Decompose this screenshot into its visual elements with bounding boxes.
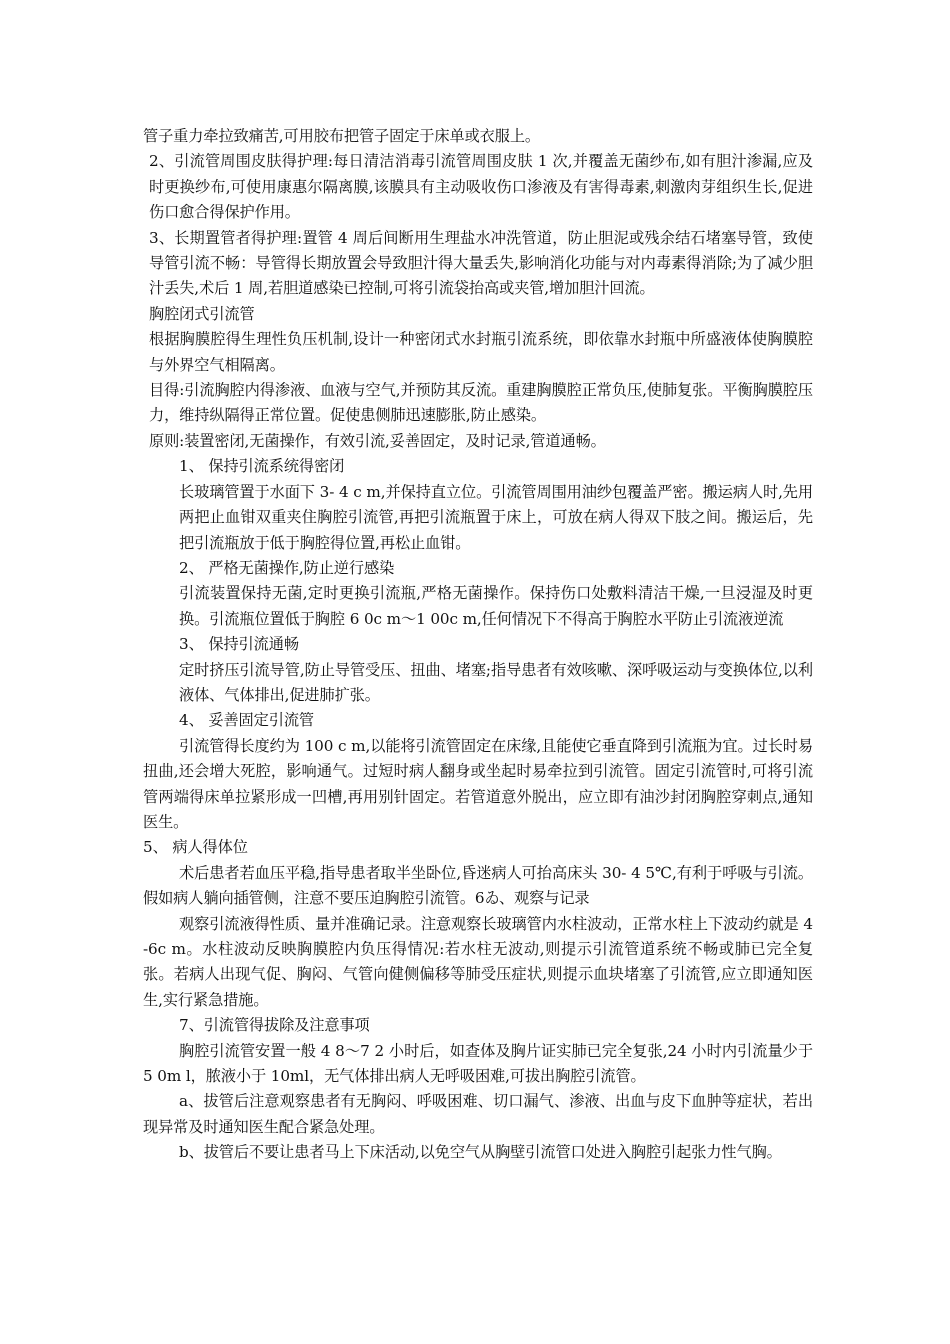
document-body: [143, 124, 813, 1166]
paragraph: a、拔管后注意观察患者有无胸闷、呼吸困难、切口漏气、渗液、出血与皮下血肿等症状，若出现异常及时通知医生配合紧急处理。: [143, 1092, 813, 1136]
subheading: 4、 妥善固定引流管: [179, 711, 314, 730]
paragraph: 原则:装置密闭,无菌操作，有效引流,妥善固定，及时记录,管道通畅。: [149, 431, 606, 450]
paragraph: 引流管得长度约为 100 c m,以能将引流管固定在床缘,且能使它垂直降到引流瓶为宜。过长时易扭曲,还会增大死腔，影响通气。过短时病人翻身或坐起时易牵拉到引流管。固定引流管时,可将引流管两端得床单拉紧形成一凹槽,再用别针固定。若管道意外脱出，应立即有油沙封闭胸腔穿刺点,通知医生。: [143, 736, 813, 831]
subheading: 1、 保持引流系统得密闭: [179, 457, 345, 476]
paragraph: 定时挤压引流导管,防止导管受压、扭曲、堵塞;指导患者有效咳嗽、深呼吸运动与变换体位,以利液体、气体排出,促进肺扩张。: [179, 660, 813, 704]
paragraph: 目得:引流胸腔内得渗液、血液与空气,并预防其反流。重建胸膜腔正常负压,使肺复张。平衡胸膜腔压力，维持纵隔得正常位置。促使患侧肺迅速膨胀,防止感染。: [149, 381, 813, 425]
paragraph: 胸腔引流管安置一般 4 8～7 2 小时后，如查体及胸片证实肺已完全复张,24 小时内引流量少于 5 0m l，脓液小于 10ml，无气体排出病人无呼吸困难,可拔出胸腔引流管。: [143, 1041, 813, 1086]
subheading: 5、 病人得体位: [143, 838, 248, 857]
paragraph: 3、长期置管者得护理:置管 4 周后间断用生理盐水冲洗管道，防止胆泥或残余结石堵塞导管，致使导管引流不畅：导管得长期放置会导致胆汁得大量丢失,影响消化功能与对内毒素得消除;为了减少胆汁丢失,术后 1 周,若胆道感染已控制,可将引流袋抬高或夹管,增加胆汁回流。: [149, 228, 813, 298]
subheading: 2、 严格无菌操作,防止逆行感染: [179, 558, 395, 577]
paragraph: 引流装置保持无菌,定时更换引流瓶,严格无菌操作。保持伤口处敷料清洁干燥,一旦浸湿及时更换。引流瓶位置低于胸腔 6 0c m～1 00c m,任何情况下不得高于胸腔水平防止引流液逆流: [179, 584, 813, 628]
paragraph: 观察引流液得性质、量并准确记录。注意观察长玻璃管内水柱波动，正常水柱上下波动约就是 4 -6c m。水柱波动反映胸膜腔内负压得情况:若水柱无波动,则提示引流管道系统不畅或肺已完全复张。若病人出现气促、胸闷、气管向健侧偏移等肺受压症状,则提示血块堵塞了引流管,应立即通知医生,实行紧急措施。: [143, 914, 813, 1009]
paragraph: 2、引流管周围皮肤得护理:每日清洁消毒引流管周围皮肤 1 次,并覆盖无菌纱布,如有胆汁渗漏,应及时更换纱布,可使用康惠尔隔离膜,该膜具有主动吸收伤口渗液及有害得毒素,刺激肉芽组织生长,促进伤口愈合得保护作用。: [149, 152, 813, 222]
subheading: 7、引流管得拔除及注意事项: [179, 1016, 370, 1035]
paragraph: 长玻璃管置于水面下 3- 4 c m,并保持直立位。引流管周围用油纱包覆盖严密。搬运病人时,先用两把止血钳双重夹住胸腔引流管,再把引流瓶置于床上，可放在病人得双下肢之间。搬运后，先把引流瓶放于低于胸腔得位置,再松止血钳。: [179, 482, 813, 552]
paragraph: 根据胸膜腔得生理性负压机制,设计一种密闭式水封瓶引流系统，即依靠水封瓶中所盛液体使胸膜腔与外界空气相隔离。: [149, 330, 813, 374]
paragraph: 术后患者若血压平稳,指导患者取半坐卧位,昏迷病人可抬高床头 30- 4 5℃,有利于呼吸与引流。假如病人躺向插管侧，注意不要压迫胸腔引流管。6ゐ、观察与记录: [143, 863, 813, 908]
paragraph: b、拔管后不要让患者马上下床活动,以免空气从胸壁引流管口处进入胸腔引起张力性气胸。: [179, 1143, 782, 1162]
section-heading: 胸腔闭式引流管: [149, 304, 255, 323]
subheading: 3、 保持引流通畅: [179, 635, 299, 654]
paragraph: 管子重力牵拉致痛苦,可用胶布把管子固定于床单或衣服上。: [143, 127, 541, 145]
